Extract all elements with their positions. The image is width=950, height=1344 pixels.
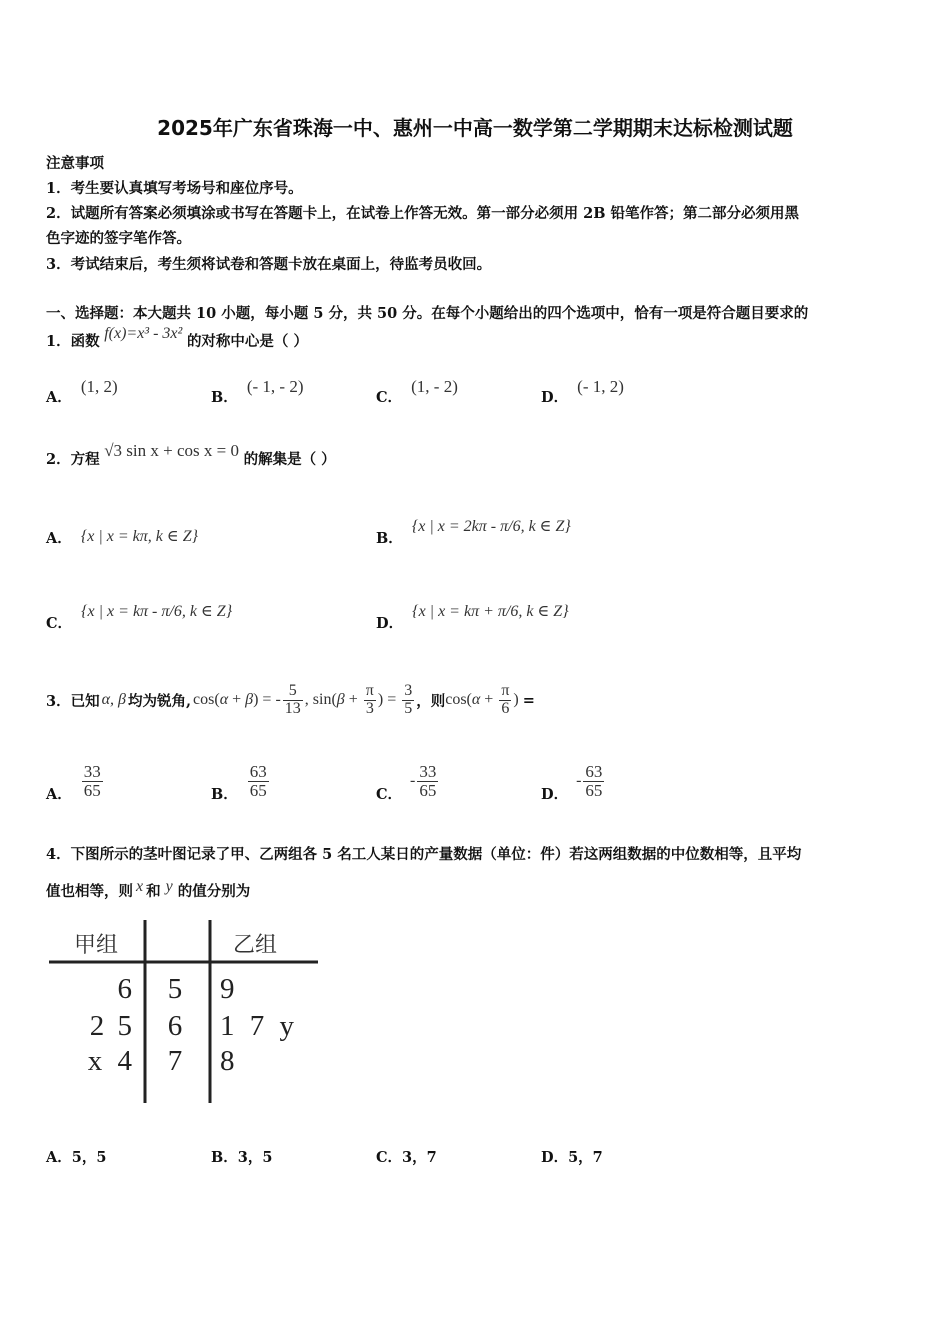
- q3-then: ，则: [416, 692, 446, 710]
- q3-option-c-sign: -: [410, 772, 416, 789]
- question-1: [46, 325, 308, 351]
- q2-option-d-value: {x | x = kπ + π/6, k ∈ Z}: [412, 603, 569, 620]
- q3-option-c-num: 33: [419, 761, 437, 781]
- q1-option-c[interactable]: [376, 377, 458, 407]
- q1-option-a[interactable]: [46, 377, 118, 407]
- q2-option-a[interactable]: [46, 527, 199, 548]
- q1-option-c-value: (1, - 2): [411, 377, 458, 396]
- q4-line-2-b: 和: [146, 883, 161, 900]
- q3-option-d-label: D．: [541, 785, 569, 803]
- stem-leaf-left-header: 甲组: [73, 933, 119, 958]
- section-heading: 一、选择题：本大题共 10 小题，每小题 5 分，共 50 分。在每个小题给出的四个选项中，恰有一项是符合题目要求的: [46, 305, 809, 322]
- q1-suffix: 的对称中心是（ ）: [186, 333, 308, 350]
- q3-option-d-fraction: [583, 763, 604, 800]
- q1-formula: f(x)=x³ - 3x²: [104, 325, 183, 342]
- row-6-right-leaves: 1 7 y: [220, 1010, 294, 1042]
- q3-mid: 均为锐角,: [127, 692, 192, 710]
- row-7-stem: 7: [167, 1045, 183, 1077]
- q2-option-c-value: {x | x = kπ - π/6, k ∈ Z}: [81, 603, 233, 620]
- q1-option-a-label: A．: [46, 389, 72, 406]
- q3-option-b-label: B．: [211, 785, 238, 803]
- q4-var-y: y: [165, 878, 173, 895]
- q2-formula: √3 sin x + cos x = 0: [104, 441, 239, 460]
- q1-option-d-value: (- 1, 2): [577, 377, 624, 396]
- q4-option-d[interactable]: [541, 1146, 603, 1167]
- q3-option-b-den: 65: [249, 780, 267, 800]
- q4-option-c[interactable]: [376, 1146, 437, 1167]
- row-5-stem: 5: [167, 973, 183, 1005]
- q4-line-2-c: 的值分别为: [177, 883, 251, 900]
- q2-option-c[interactable]: [46, 603, 233, 633]
- q3-option-a-num: 33: [83, 761, 101, 781]
- q3-condition-1: cos(α + β) = - $\frac{5}{13}$ , sin(β + $\frac{\pi}{3}$ ) = $\frac{3}{5}$: [193, 681, 413, 717]
- notice-item-2-cont: 色字迹的签字笔作答。: [46, 230, 191, 247]
- q4-line-2: [46, 880, 250, 901]
- q4-option-d-value: 5，7: [568, 1149, 603, 1166]
- q3-option-b-num: 63: [249, 761, 267, 781]
- q3-prefix: 3．已知: [46, 692, 100, 710]
- row-5-left-leaves: 6: [117, 973, 132, 1005]
- q1-option-b-value: (- 1, - 2): [246, 377, 304, 396]
- q2-option-d[interactable]: [376, 603, 569, 633]
- q3-option-c-fraction: [417, 763, 438, 800]
- q3-option-c-den: 65: [419, 780, 437, 800]
- q4-option-c-label: C．: [376, 1149, 403, 1166]
- notice-heading: 注意事项: [46, 155, 104, 172]
- stem-leaf-right-header: 乙组: [232, 933, 278, 958]
- page-title: 2025年广东省珠海一中、惠州一中高一数学第二学期期末达标检测试题: [157, 116, 793, 140]
- q1-option-d[interactable]: [541, 377, 624, 407]
- question-3: [46, 676, 535, 724]
- q4-option-b[interactable]: [211, 1146, 272, 1167]
- q3-option-b[interactable]: [211, 757, 271, 805]
- q2-prefix: 2．方程: [46, 451, 100, 468]
- q1-option-b[interactable]: [211, 377, 304, 407]
- q1-option-b-label: B．: [211, 389, 238, 406]
- q2-option-d-label: D．: [376, 615, 404, 632]
- q2-option-b-value: {x | x = 2kπ - π/6, k ∈ Z}: [411, 518, 571, 535]
- q3-option-c[interactable]: [376, 757, 440, 805]
- q2-option-c-label: C．: [46, 615, 73, 632]
- notice-item-1: 1．考生要认真填写考场号和座位序号。: [46, 180, 303, 197]
- q2-option-a-label: A．: [46, 530, 72, 547]
- q3-vars: α, β: [101, 691, 126, 708]
- q4-option-d-label: D．: [541, 1149, 569, 1166]
- q2-option-a-value: {x | x = kπ, k ∈ Z}: [80, 528, 199, 545]
- stem-leaf-diagram: [46, 915, 326, 1110]
- q2-option-b-label: B．: [376, 530, 403, 547]
- q2-option-b[interactable]: [376, 518, 571, 548]
- q4-option-c-value: 3，7: [402, 1149, 437, 1166]
- q3-option-a-label: A．: [46, 785, 72, 803]
- q3-option-d-sign: -: [576, 772, 582, 789]
- q1-prefix: 1．函数: [46, 333, 100, 350]
- q1-option-c-label: C．: [376, 389, 403, 406]
- q3-option-a[interactable]: [46, 757, 105, 805]
- q3-target: cos(α + $\frac{\pi}{6}$ ): [445, 681, 519, 717]
- question-2: [46, 441, 336, 469]
- q4-line-1: 4．下图所示的茎叶图记录了甲、乙两组各 5 名工人某日的产量数据（单位：件）若这两组数据的中位数相等，且平均: [46, 846, 802, 863]
- q4-option-a[interactable]: [46, 1146, 106, 1167]
- q3-option-b-fraction: [248, 763, 269, 800]
- row-6-left-leaves: 2 5: [89, 1010, 132, 1042]
- q3-option-d-num: 63: [585, 761, 603, 781]
- row-5-right-leaves: 9: [220, 973, 235, 1005]
- notice-item-2: 2．试题所有答案必须填涂或书写在答题卡上，在试卷上作答无效。第一部分必须用 2B 铅笔作答；第二部分必须用黑: [46, 205, 800, 222]
- q3-option-a-den: 65: [83, 780, 101, 800]
- row-7-left-leaves: x 4: [87, 1045, 132, 1077]
- q4-option-b-value: 3，5: [237, 1149, 273, 1166]
- q3-option-d[interactable]: [541, 757, 606, 805]
- q1-option-d-label: D．: [541, 389, 569, 406]
- q1-option-a-value: (1, 2): [80, 377, 118, 396]
- q4-var-x: x: [136, 878, 144, 895]
- q2-suffix: 的解集是（ ）: [243, 451, 336, 468]
- q3-option-a-fraction: [82, 763, 103, 800]
- q3-option-c-label: C．: [376, 785, 403, 803]
- row-7-right-leaves: 8: [220, 1045, 235, 1077]
- row-6-stem: 6: [167, 1010, 183, 1042]
- notice-item-3: 3．考试结束后，考生须将试卷和答题卡放在桌面上，待监考员收回。: [46, 256, 492, 273]
- q4-option-a-value: 5，5: [71, 1149, 107, 1166]
- q4-option-b-label: B．: [211, 1149, 238, 1166]
- q4-line-2-a: 值也相等，则: [46, 883, 133, 900]
- q3-option-d-den: 65: [585, 780, 603, 800]
- q3-end: =: [522, 691, 535, 709]
- q4-option-a-label: A．: [46, 1149, 72, 1166]
